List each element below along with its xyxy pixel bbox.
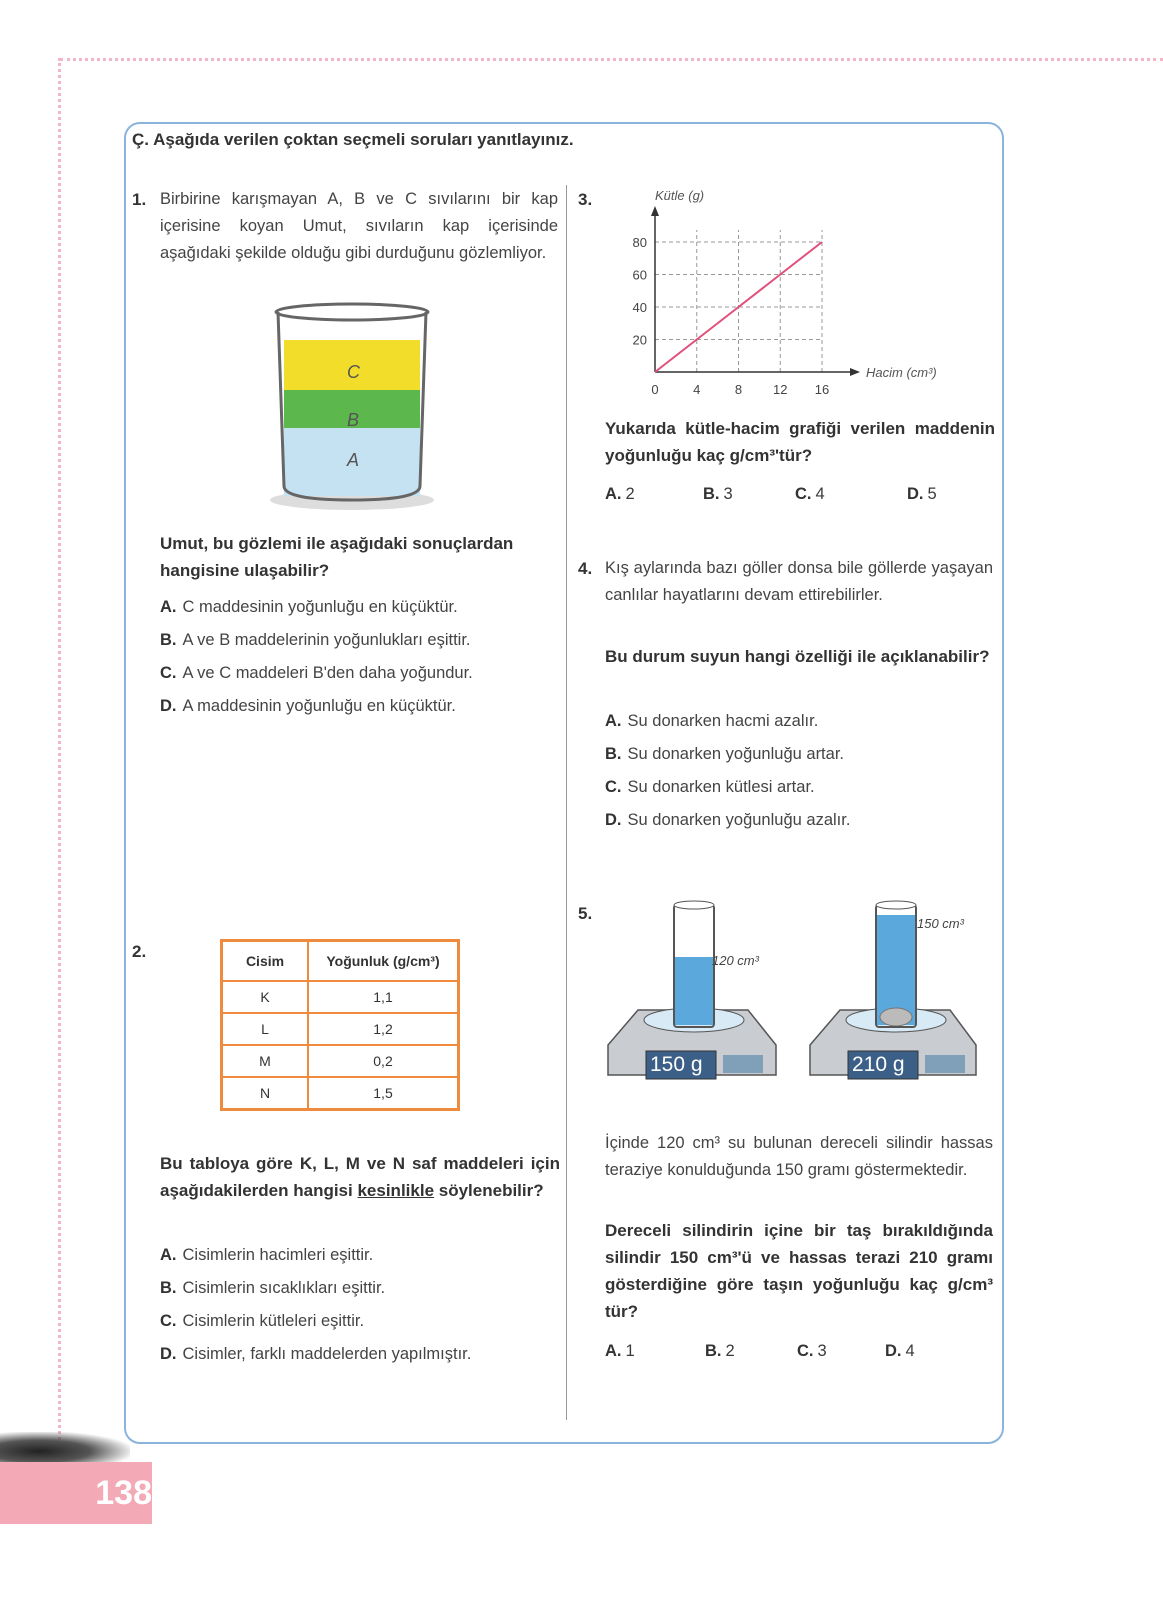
option-letter: C.	[605, 778, 622, 796]
beaker-illustration	[262, 298, 442, 513]
table-header: Cisim	[222, 941, 309, 982]
option-letter: D.	[605, 811, 622, 829]
option-letter: A.	[605, 712, 622, 730]
option-c[interactable]	[797, 1342, 827, 1361]
question-4-number: 4.	[578, 559, 593, 578]
x-axis-title: Hacim (cm³)	[866, 365, 937, 380]
y-tick-label: 20	[632, 332, 647, 348]
option-d[interactable]	[160, 1345, 471, 1378]
question-5-number: 5.	[578, 904, 593, 923]
option-text: 4	[815, 485, 825, 503]
option-letter: B.	[160, 1279, 177, 1297]
scale-2-display: 210 g	[852, 1053, 905, 1076]
table-cell: 0,2	[308, 1045, 459, 1077]
volume-label-2: 150 cm³	[917, 916, 964, 931]
scale-1-display: 150 g	[650, 1053, 703, 1076]
question-4-text: Kış aylarında bazı göller donsa bile göllerde yaşayan canlılar hayatlarını devam ettirebilirler.	[605, 559, 993, 604]
option-letter: D.	[160, 1345, 177, 1363]
option-d[interactable]	[605, 811, 850, 844]
question-5-text: İçinde 120 cm³ su bulunan dereceli silindir hassas teraziye konulduğunda 150 gramı göstermektedir.	[605, 1134, 993, 1179]
option-c[interactable]	[605, 778, 850, 811]
option-letter: C.	[795, 485, 812, 503]
page-number: 138	[0, 1462, 152, 1524]
option-b[interactable]	[705, 1342, 735, 1361]
prompt-text: söylenebilir?	[434, 1181, 544, 1200]
question-2-number: 2.	[132, 942, 147, 961]
y-tick-label: 40	[632, 300, 647, 315]
option-letter: B.	[703, 485, 720, 503]
option-letter: A.	[160, 1246, 177, 1264]
option-text: C maddesinin yoğunluğu en küçüktür.	[182, 598, 458, 616]
option-text: 5	[927, 485, 937, 503]
option-text: Su donarken yoğunluğu azalır.	[627, 811, 851, 829]
x-tick-label: 4	[693, 382, 701, 397]
question-1-prompt: Umut, bu gözlemi ile aşağıdaki sonuçlardan hangisine ulaşabilir?	[160, 534, 514, 580]
option-c[interactable]	[160, 1312, 471, 1345]
table-header: Yoğunluk (g/cm³)	[308, 941, 459, 982]
question-1-text: Birbirine karışmayan A, B ve C sıvılarını bir kap içerisine koyan Umut, sıvıların kap içerisinde aşağıdaki şekilde olduğu gibi durduğunu gözlemliyor.	[160, 190, 558, 262]
option-a[interactable]	[605, 712, 850, 745]
option-letter: C.	[797, 1342, 814, 1360]
option-c[interactable]	[160, 664, 473, 697]
option-text: 1	[625, 1342, 635, 1360]
option-text: Cisimlerin hacimleri eşittir.	[182, 1246, 374, 1264]
table-cell: 1,1	[308, 981, 459, 1013]
layer-b-label: B	[347, 410, 360, 430]
option-text: Cisimler, farklı maddelerden yapılmıştır.	[182, 1345, 472, 1363]
option-c[interactable]	[795, 485, 825, 504]
layer-a-label: A	[347, 450, 360, 470]
option-letter: D.	[885, 1342, 902, 1360]
option-text: Su donarken hacmi azalır.	[627, 712, 819, 730]
density-table	[220, 939, 460, 1111]
option-text: Su donarken yoğunluğu artar.	[627, 745, 844, 763]
option-text: A maddesinin yoğunluğu en küçüktür.	[182, 697, 456, 715]
option-letter: C.	[160, 664, 177, 682]
option-letter: A.	[605, 1342, 622, 1360]
table-cell: L	[222, 1013, 309, 1045]
option-text: 2	[725, 1342, 735, 1360]
table-cell: 1,5	[308, 1077, 459, 1110]
question-4-prompt: Bu durum suyun hangi özelliği ile açıklanabilir?	[605, 647, 990, 666]
option-text: A ve C maddeleri B'den daha yoğundur.	[182, 664, 473, 682]
question-5-prompt: Dereceli silindirin içine bir taş bırakıldığında silindir 150 cm³'ü ve hassas terazi 210 gramı gösterdiğine göre taşın yoğunluğu kaç g/cm³ tür?	[605, 1221, 993, 1321]
prompt-text: Bu tabloya göre K, L, M ve N saf maddeleri için aşağıdakilerden hangisi	[160, 1154, 560, 1200]
column-divider	[566, 185, 567, 1420]
volume-label-1: 120 cm³	[712, 953, 759, 968]
table-cell: K	[222, 981, 309, 1013]
prompt-emphasis: kesinlikle	[357, 1181, 435, 1200]
table-row	[222, 1077, 459, 1110]
table-row	[222, 1013, 459, 1045]
x-axis-arrow	[850, 368, 860, 376]
x-tick-label: 16	[814, 382, 830, 397]
layer-c-label: C	[347, 362, 360, 382]
table-row	[222, 981, 459, 1013]
option-text: 3	[817, 1342, 827, 1360]
option-text: 3	[723, 485, 733, 503]
option-text: Cisimlerin sıcaklıkları eşittir.	[182, 1279, 386, 1297]
option-letter: A.	[605, 485, 622, 503]
option-d[interactable]	[907, 485, 937, 504]
option-text: Cisimlerin kütleleri eşittir.	[182, 1312, 365, 1330]
option-b[interactable]	[605, 745, 850, 778]
question-1-options	[160, 598, 473, 730]
option-letter: B.	[705, 1342, 722, 1360]
decorative-dotted-border-top	[60, 58, 1163, 61]
option-text: 4	[905, 1342, 915, 1360]
option-a[interactable]	[160, 598, 473, 631]
option-letter: C.	[160, 1312, 177, 1330]
option-text: Su donarken kütlesi artar.	[627, 778, 815, 796]
option-letter: A.	[160, 598, 177, 616]
option-letter: B.	[160, 631, 177, 649]
y-tick-label: 60	[632, 267, 647, 283]
x-tick-label: 12	[773, 382, 788, 397]
option-a[interactable]	[605, 1342, 635, 1361]
option-b[interactable]	[160, 631, 473, 664]
option-b[interactable]	[160, 1279, 471, 1312]
option-letter: D.	[907, 485, 924, 503]
question-3-number: 3.	[578, 190, 593, 209]
option-a[interactable]	[160, 1246, 471, 1279]
table-cell: N	[222, 1077, 309, 1110]
section-heading: Ç. Aşağıda verilen çoktan seçmeli soruları yanıtlayınız.	[132, 130, 574, 149]
option-b[interactable]	[703, 485, 733, 504]
mass-volume-chart	[600, 175, 980, 405]
table-cell: M	[222, 1045, 309, 1077]
table-cell: 1,2	[308, 1013, 459, 1045]
question-1-number: 1.	[132, 190, 147, 209]
table-row	[222, 1045, 459, 1077]
x-tick-label: 8	[734, 382, 743, 397]
page-tab-shadow	[0, 1432, 130, 1464]
option-text: 2	[625, 485, 635, 503]
y-tick-label: 80	[632, 235, 647, 250]
question-2-options	[160, 1246, 471, 1378]
decorative-dotted-border-left	[58, 58, 61, 1458]
option-d[interactable]	[885, 1342, 915, 1361]
option-a[interactable]	[605, 485, 635, 504]
option-letter: B.	[605, 745, 622, 763]
question-3-prompt: Yukarıda kütle-hacim grafiği verilen maddenin yoğunluğu kaç g/cm³'tür?	[605, 419, 995, 465]
y-axis-arrow	[651, 206, 659, 216]
y-axis-title: Kütle (g)	[655, 188, 705, 203]
option-d[interactable]	[160, 697, 473, 730]
question-4-options	[605, 712, 850, 844]
option-letter: D.	[160, 697, 177, 715]
option-text: A ve B maddelerinin yoğunlukları eşittir.	[182, 631, 471, 649]
x-tick-label: 0	[651, 382, 659, 397]
question-2-prompt	[160, 1150, 560, 1204]
